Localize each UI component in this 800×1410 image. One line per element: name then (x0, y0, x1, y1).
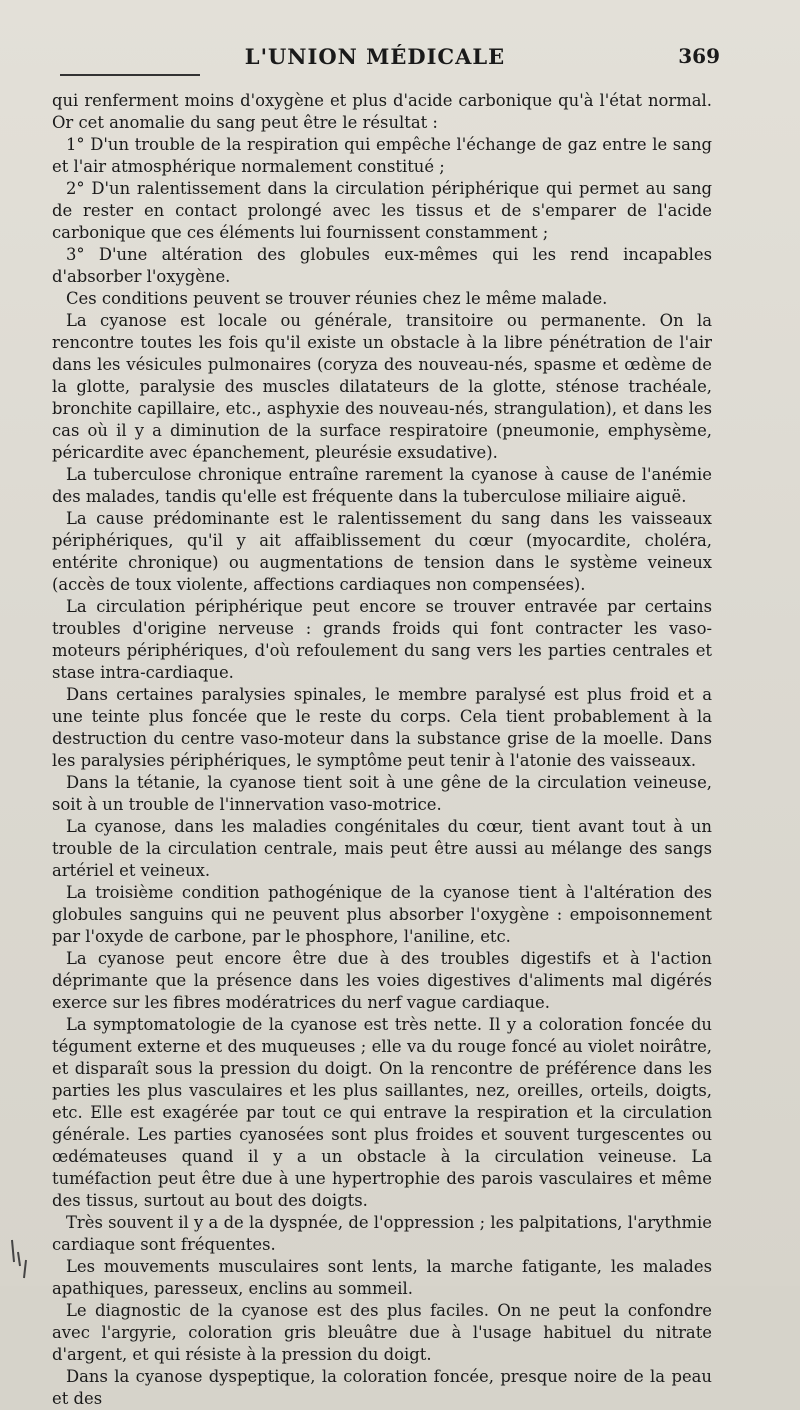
header-rule (60, 74, 200, 76)
paragraph: La cyanose est locale ou générale, transitoire ou permanente. On la rencontre toutes les fois qu'il existe un obstacle à la libre pénétration de l'air dans les vésicules pulmonaires (coryza des nouveau-nés, spasme et œdème de la glotte, paralysie des muscles dilatateurs de la glotte, sténose trachéale, bronchite capillaire, etc., asphyxie des nouveau-nés, strangulation), et dans les cas où il y a diminution de la surface respiratoire (pneumonie, emphysème, péricardite avec épanchement, pleurésie exsudative). (52, 311, 712, 462)
page-number: 369 (678, 44, 720, 68)
paragraph: Dans certaines paralysies spinales, le membre paralysé est plus froid et a une teinte plus foncée que le reste du corps. Cela tient probablement à la destruction du centre vaso-moteur dans la substance grise de la moelle. Dans les paralysies périphériques, le symptôme peut tenir à l'atonie des vaisseaux. (52, 685, 712, 770)
paragraph: La cyanose, dans les maladies congénitales du cœur, tient avant tout à un trouble de la circulation centrale, mais peut être aussi au mélange des sangs artériel et veineux. (52, 817, 712, 880)
paragraph: Le diagnostic de la cyanose est des plus faciles. On ne peut la confondre avec l'argyrie, coloration gris bleuâtre due à l'usage habituel du nitrate d'argent, et qui résiste à la pression du doigt. (52, 1301, 712, 1364)
paragraph: La troisième condition pathogénique de la cyanose tient à l'altération des globules sanguins qui ne peuvent plus absorber l'oxygène : empoisonnement par l'oxyde de carbone, par le phosphore, l'aniline, etc. (52, 883, 712, 946)
paragraph: La symptomatologie de la cyanose est très nette. Il y a coloration foncée du tégument externe et des muqueuses ; elle va du rouge foncé au violet noirâtre, et disparaît sous la pression du doigt. On la rencontre de préférence dans les parties les plus vasculaires et les plus saillantes, nez, oreilles, orteils, doigts, etc. Elle est exagérée par tout ce qui entrave la respiration et la circulation générale. Les parties cyanosées sont plus froides et souvent turgescentes ou œdémateuses quand il y a un obstacle à la circulation veineuse. La tuméfaction peut être due à une hypertrophie des parois vasculaires et même des tissus, surtout au bout des doigts. (52, 1015, 712, 1210)
paragraph: La circulation périphérique peut encore se trouver entravée par certains troubles d'origine nerveuse : grands froids qui font contracter les vaso-moteurs périphériques, d'où refoulement du sang vers les parties centrales et stase intra-cardiaque. (52, 597, 712, 682)
paragraph: Dans la tétanie, la cyanose tient soit à une gêne de la circulation veineuse, soit à un trouble de l'innervation vaso-motrice. (52, 773, 712, 814)
paragraph: Très souvent il y a de la dyspnée, de l'oppression ; les palpitations, l'arythmie cardiaque sont fréquentes. (52, 1213, 712, 1254)
body-text (52, 90, 712, 1410)
page-header (30, 44, 720, 74)
paragraph: 3° D'une altération des globules eux-mêmes qui les rend incapables d'absorber l'oxygène. (52, 245, 712, 286)
paragraph: Les mouvements musculaires sont lents, la marche fatigante, les malades apathiques, paresseux, enclins au sommeil. (52, 1257, 712, 1298)
running-head: L'UNION MÉDICALE (244, 44, 506, 69)
paragraph: 2° D'un ralentissement dans la circulation périphérique qui permet au sang de rester en contact prolongé avec les tissus et de s'emparer de l'acide carbonique que ces éléments lui fournissent constamment ; (52, 179, 712, 242)
paragraph: La tuberculose chronique entraîne rarement la cyanose à cause de l'anémie des malades, tandis qu'elle est fréquente dans la tuberculose miliaire aiguë. (52, 465, 712, 506)
paragraph: 1° D'un trouble de la respiration qui empêche l'échange de gaz entre le sang et l'air atmosphérique normalement constitué ; (52, 135, 712, 176)
paragraph: Dans la cyanose dyspeptique, la coloration foncée, presque noire de la peau et des (52, 1367, 712, 1408)
paragraph: Ces conditions peuvent se trouver réunies chez le même malade. (66, 289, 608, 308)
paragraph: qui renferment moins d'oxygène et plus d'acide carbonique qu'à l'état normal. Or cet anomalie du sang peut être le résultat : (52, 91, 712, 132)
paragraph: La cyanose peut encore être due à des troubles digestifs et à l'action déprimante que la présence dans les voies digestives d'aliments mal digérés exerce sur les fibres modératrices du nerf vague cardiaque. (52, 949, 712, 1012)
margin-ink-marks (4, 1232, 44, 1282)
paragraph: La cause prédominante est le ralentissement du sang dans les vaisseaux périphériques, qu'il y ait affaiblissement du cœur (myocardite, choléra, entérite chronique) ou augmentations de tension dans le système veineux (accès de toux violente, affections cardiaques non compensées). (52, 509, 712, 594)
